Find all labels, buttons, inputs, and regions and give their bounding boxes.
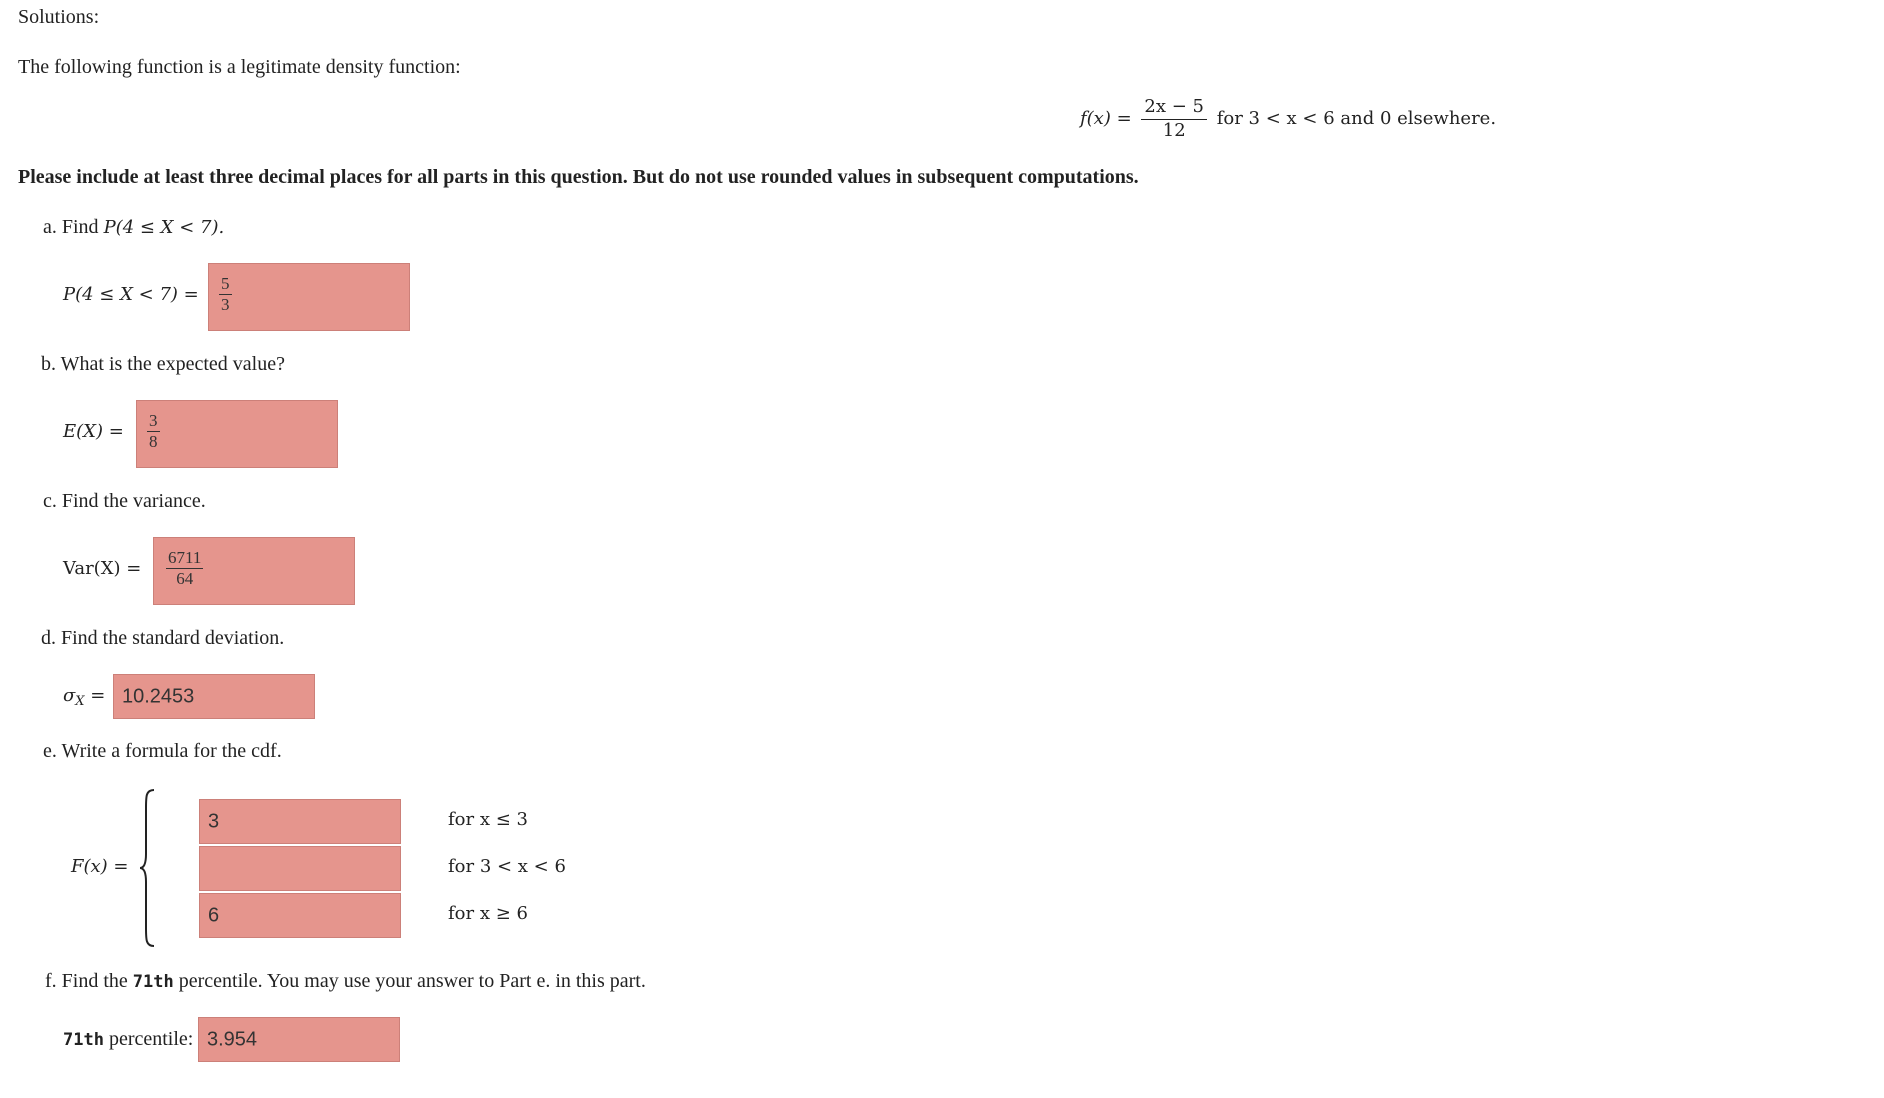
density-fraction [1141, 96, 1207, 142]
part-a-question-math: P(4 ≤ X < 7). [103, 217, 225, 238]
part-f-answer-value: 3.954 [207, 1028, 258, 1050]
part-d-equals: = [90, 685, 106, 706]
part-c-answer-field[interactable] [153, 537, 355, 605]
part-a-question-text: a. Find [43, 216, 104, 238]
part-f-question-suffix: percentile. You may use your answer to Part e. in this part. [173, 970, 646, 992]
density-numerator: 2x − 5 [1141, 96, 1207, 120]
part-d-answer-value: 10.2453 [122, 685, 195, 707]
part-a-answer-field[interactable] [208, 263, 410, 331]
part-f-label-text: percentile: [103, 1028, 194, 1050]
intro-text: The following function is a legitimate density function: [18, 56, 461, 78]
part-f-answer-field[interactable] [198, 1017, 400, 1062]
cdf-condition-3: for x ≥ 6 [448, 903, 528, 924]
part-d-answer-field[interactable] [113, 674, 315, 719]
cdf-condition-1: for x ≤ 3 [448, 809, 528, 830]
part-f-question-percentile: 71th [132, 972, 174, 992]
piecewise-brace [138, 788, 160, 948]
part-c-answer-fraction [166, 548, 203, 588]
part-b-label: E(X) = [63, 421, 124, 442]
part-b-answer-numerator: 3 [149, 411, 158, 430]
part-c-label: Var(X) = [63, 558, 142, 579]
part-a-answer-numerator: 5 [221, 274, 230, 293]
instruction-text: Please include at least three decimal places for all parts in this question. But do not use rounded values in subsequent computations. [18, 166, 1139, 188]
sigma-symbol: σ [63, 685, 76, 706]
part-f-question-prefix: f. Find the [45, 970, 133, 992]
part-b-answer-denominator: 8 [149, 431, 158, 451]
part-f-question [45, 970, 646, 993]
solutions-heading: Solutions: [18, 6, 100, 28]
part-a-answer-denominator: 3 [221, 294, 230, 314]
part-d-label [63, 685, 106, 709]
cdf-value-field-3[interactable] [199, 893, 401, 938]
part-b-answer-field[interactable] [136, 400, 338, 468]
part-e-label: F(x) = [71, 856, 129, 877]
cdf-value-field-2[interactable] [199, 846, 401, 891]
part-a-label: P(4 ≤ X < 7) = [63, 284, 199, 305]
part-a-question [43, 216, 224, 239]
part-b-answer-fraction [147, 411, 160, 451]
part-f-label [63, 1028, 193, 1051]
density-lhs: f(x) = [1080, 108, 1132, 129]
part-a-answer-fraction [219, 274, 232, 314]
sigma-subscript: X [75, 694, 85, 709]
cdf-value-1: 3 [208, 810, 220, 832]
cdf-value-3: 6 [208, 904, 220, 926]
cdf-condition-2: for 3 < x < 6 [448, 856, 566, 877]
part-f-label-percentile: 71th [63, 1030, 104, 1050]
density-rhs: for 3 < x < 6 and 0 elsewhere. [1216, 108, 1497, 129]
cdf-value-field-1[interactable] [199, 799, 401, 844]
part-c-answer-numerator: 6711 [168, 548, 202, 567]
part-c-question: c. Find the variance. [43, 490, 206, 512]
part-d-question: d. Find the standard deviation. [41, 627, 285, 649]
density-denominator: 12 [1162, 119, 1186, 141]
part-b-question: b. What is the expected value? [41, 353, 285, 375]
part-e-question: e. Write a formula for the cdf. [43, 740, 282, 762]
density-formula [1080, 96, 1496, 142]
part-c-answer-denominator: 64 [176, 568, 194, 588]
